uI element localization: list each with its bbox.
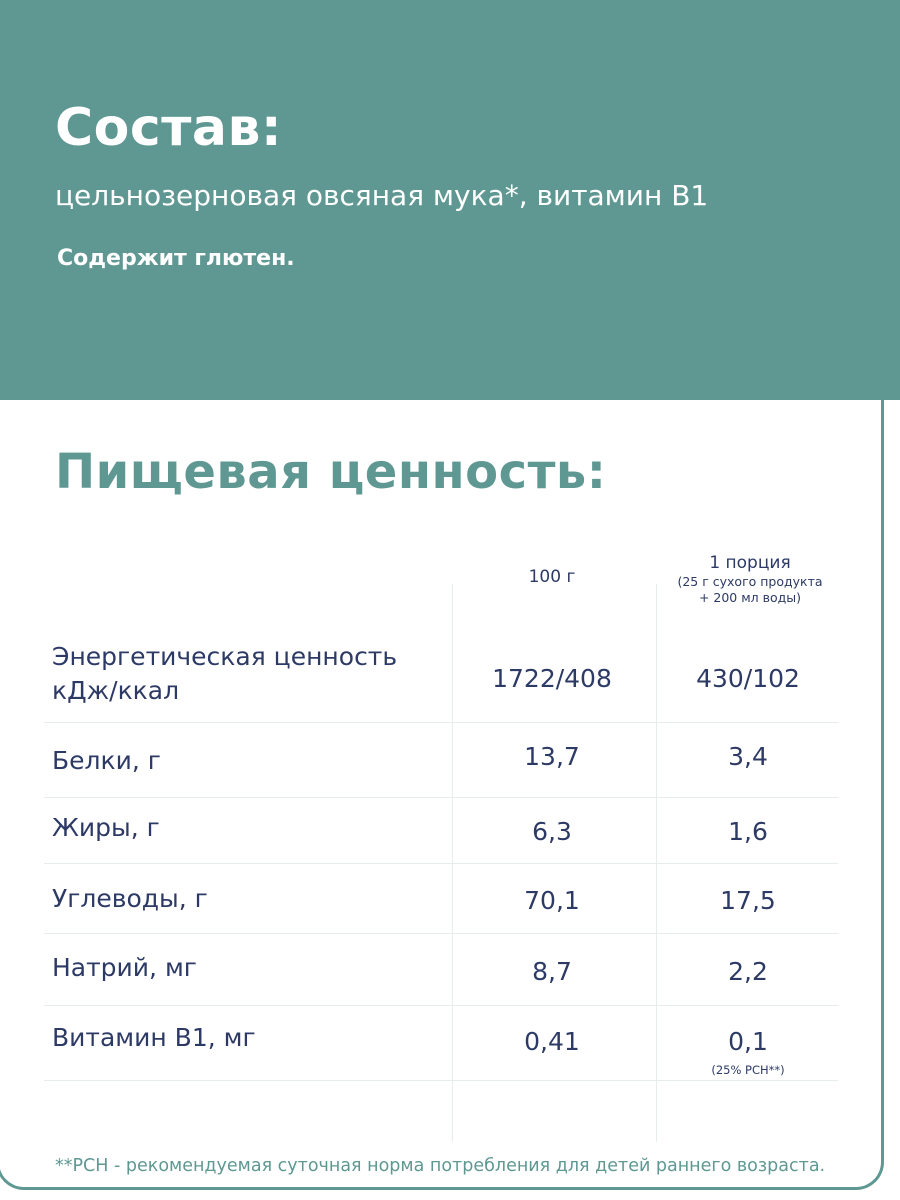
table-row <box>44 722 838 798</box>
ingredients-text: цельнозерновая овсяная мука*, витамин В1 <box>55 179 709 212</box>
value-100g: 0,41 <box>524 1027 580 1056</box>
row-label <box>52 640 397 708</box>
table-row <box>44 1005 838 1081</box>
value-portion: 430/102 <box>696 664 800 693</box>
table-row <box>44 630 838 723</box>
nutrition-title: Пищевая ценность: <box>55 444 607 500</box>
table-row <box>44 797 838 864</box>
row-label-line: кДж/ккал <box>52 676 180 705</box>
table-row <box>44 933 838 1006</box>
value-100g: 13,7 <box>524 742 580 771</box>
value-portion: 2,2 <box>728 957 768 986</box>
column-header-100g: 100 г <box>528 567 576 587</box>
composition-title: Состав: <box>55 98 283 158</box>
table-row <box>44 863 838 934</box>
footnote: **РСН - рекомендуемая суточная норма потребления для детей раннего возраста. <box>55 1156 826 1176</box>
row-label: Углеводы, г <box>52 884 208 913</box>
row-label: Витамин В1, мг <box>52 1023 256 1052</box>
value-portion: 3,4 <box>728 742 768 771</box>
value-100g: 70,1 <box>524 886 580 915</box>
column-header-portion <box>640 552 860 606</box>
value-portion: 17,5 <box>720 886 776 915</box>
value-100g: 6,3 <box>532 817 572 846</box>
rsn-note: (25% РСН**) <box>711 1063 785 1077</box>
row-label: Жиры, г <box>52 813 160 842</box>
composition-panel <box>0 0 900 400</box>
value-portion: 0,1 <box>728 1027 768 1056</box>
row-label-line: Энергетическая ценность <box>52 642 398 671</box>
portion-header-detail: (25 г сухого продукта <box>677 574 823 589</box>
value-100g: 8,7 <box>532 957 572 986</box>
value-portion: 1,6 <box>728 817 768 846</box>
value-100g: 1722/408 <box>492 664 612 693</box>
row-label: Белки, г <box>52 746 161 775</box>
row-label: Натрий, мг <box>52 953 197 982</box>
portion-header-label: 1 порция <box>709 553 791 573</box>
portion-header-detail: + 200 мл воды) <box>698 590 802 605</box>
gluten-note: Содержит глютен. <box>57 246 295 271</box>
